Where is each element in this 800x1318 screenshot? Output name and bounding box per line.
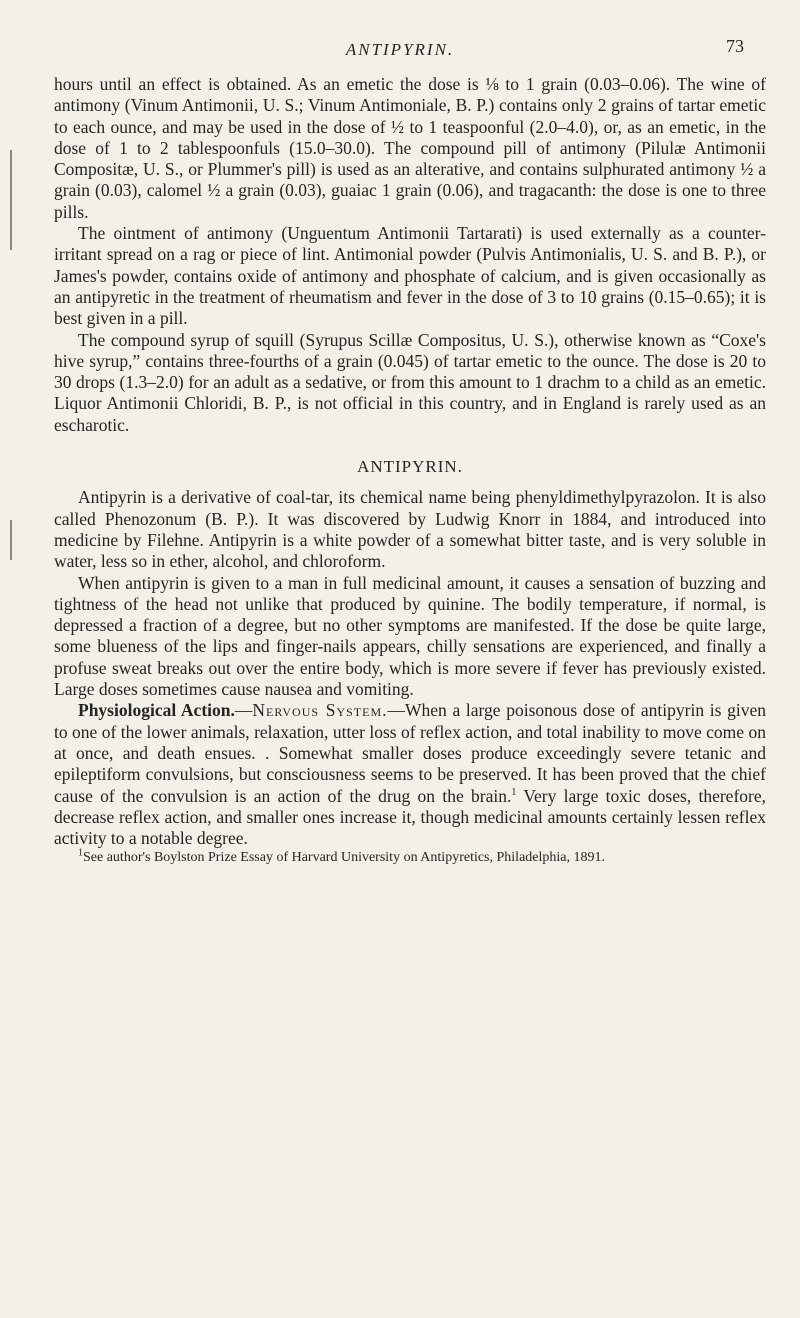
paragraph: hours until an effect is obtained. As an emetic the dose is ⅛ to 1 grain (0.03–0.06). The wine of antimony (Vinum Antimonii, U. S.; Vinum Antimoniale, B. P.) contains only 2 grains of tartar emetic to each ounce, and may be used in the dose of ½ to 1 teaspoonful (2.0–4.0), or, as an emetic, in the dose of 1 to 2 tablespoonfuls (15.0–30.0). The compound pill of antimony (Pilulæ Antimonii Compositæ, U. S., or Plummer's pill) is used as an alterative, and contains sulphurated antimony ½ a grain (0.03), calomel ½ a grain (0.03), guaiac 1 grain (0.06), and tragacanth: the dose is one to three pills. [54,74,766,222]
run-in-subheading: Nervous System. [252,700,388,721]
paragraph: When antipyrin is given to a man in full medicinal amount, it causes a sensation of buzzing and tightness of the head not unlike that produced by quinine. The bodily temperature, if normal, is depressed a fraction of a degree, but no other symptoms are manifested. If the dose be quite large, some blueness of the lips and finger-nails appears, chilly sensations are experienced, and finally a profuse sweat breaks out over the entire body, which is more severe if fever has previously existed. Large doses sometimes cause nausea and vomiting. [54,572,766,700]
paragraph-text: When a large poisonous dose of antipyrin is given to one of the lower animals, relaxation, utter loss of reflex action, and total inability to move come on at once, and death ensues. . Somewhat smaller doses produce exceedingly severe tetanic and epileptiform convulsions, but consciousness seems to be preserved. It has been proved that the chief cause of the convulsion is an action of the drug on the brain. [54,700,766,806]
footnote-text: See author's Boylston Prize Essay of Harvard University on Antipyretics, Philadelphia, 1891. [83,850,605,866]
run-in-heading: Physiological Action. [78,700,235,721]
page-body [54,74,766,866]
paragraph: Antipyrin is a derivative of coal-tar, its chemical name being phenyldimethylpyrazolon. It is also called Phenozonum (B. P.). It was discovered by Ludwig Knorr in 1884, and introduced into medicine by Filehne. Antipyrin is a white powder of a somewhat bitter taste, and is very soluble in water, less so in ether, alcohol, and chloroform. [54,487,766,572]
footnote [54,849,766,866]
running-title: ANTIPYRIN. [345,40,455,59]
paragraph-text: Very large toxic doses, therefore, decrease reflex action, and smaller ones increase it, though medicinal amounts certainly lessen reflex activity to a notable degree. [54,785,766,849]
footnote-mark: 1 [78,847,83,859]
margin-mark [10,150,12,250]
footnote-reference: 1 [511,786,517,798]
paragraph: The ointment of antimony (Unguentum Antimonii Tartarati) is used externally as a counter-irritant spread on a rag or piece of lint. Antimonial powder (Pulvis Antimonialis, U. S. and B. P.), or James's powder, contains oxide of antimony and phosphate of calcium, and is given occasionally as an antipyretic in the treatment of rheumatism and fever in the dose of 3 to 10 grains (0.15–0.65); it is best given in a pill. [54,223,766,329]
paragraph: The compound syrup of squill (Syrupus Scillæ Compositus, U. S.), otherwise known as “Coxe's hive syrup,” contains three-fourths of a grain (0.045) of tartar emetic to the ounce. The dose is 20 to 30 drops (1.3–2.0) for an adult as a sedative, or from this amount to 1 drachm to a child as an emetic. Liquor Antimonii Chloridi, B. P., is not official in this country, and in England is rarely used as an escharotic. [54,329,766,435]
section-title: ANTIPYRIN. [357,457,463,477]
page-number: 73 [726,36,744,56]
margin-mark [10,520,12,560]
paragraph-physiological-action: Physiological Action.—Nervous System.—When a large poisonous dose of antipyrin is given to one of the lower animals, relaxation, utter loss of reflex action, and total inability to move come on at once, and death ensues. . Somewhat smaller doses produce exceedingly severe tetanic and epileptiform convulsions, but consciousness seems to be preserved. It has been proved that the chief cause of the convulsion is an action of the drug on the brain.$^1$ Very large toxic doses, therefore, decrease reflex action, and smaller ones increase it, though medicinal amounts certainly lessen reflex activity to a notable degree. [54,700,766,849]
